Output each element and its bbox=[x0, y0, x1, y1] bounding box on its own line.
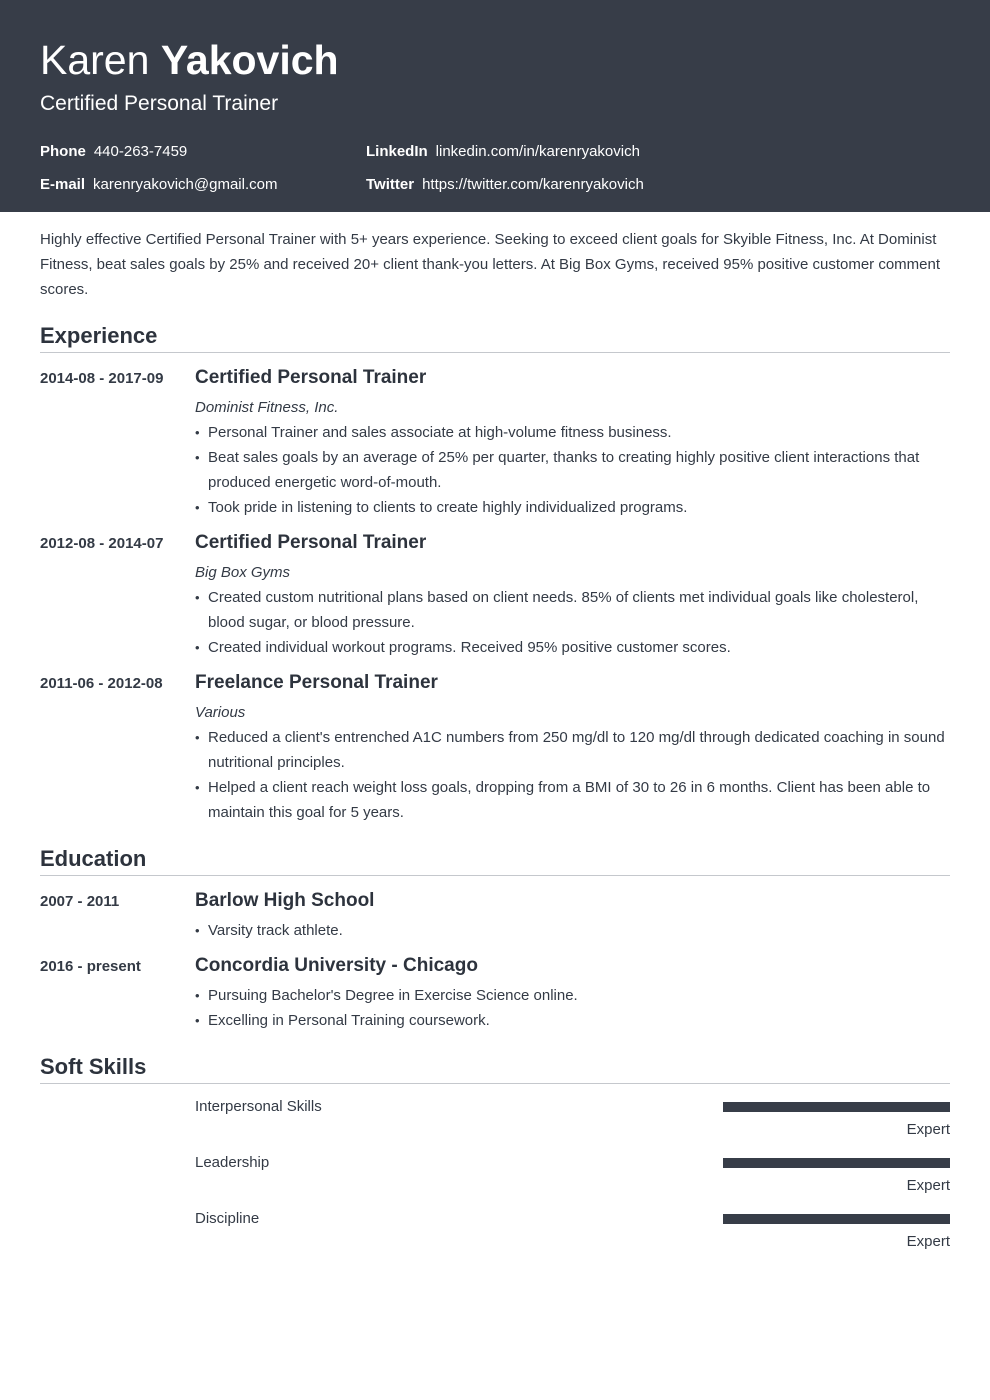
resume-header bbox=[0, 0, 990, 212]
entry-title: Freelance Personal Trainer bbox=[195, 672, 438, 693]
contact-linkedin bbox=[366, 142, 640, 162]
entry-title: Certified Personal Trainer bbox=[195, 532, 427, 553]
experience-heading: Experience bbox=[40, 323, 158, 348]
entry-title: Certified Personal Trainer bbox=[195, 367, 427, 388]
contact-value: 440-263-7459 bbox=[93, 143, 188, 160]
contact-label: Phone bbox=[40, 143, 86, 160]
bullet-item: • Personal Trainer and sales associate at high-volume fitness business. bbox=[195, 420, 950, 445]
skill-name: Discipline bbox=[195, 1210, 260, 1227]
skill-level-bar bbox=[723, 1102, 950, 1112]
section-divider bbox=[40, 875, 950, 876]
first-name: Karen bbox=[40, 37, 150, 83]
skill-name: Leadership bbox=[195, 1154, 270, 1171]
last-name: Yakovich bbox=[160, 37, 339, 83]
section-divider bbox=[40, 1083, 950, 1084]
entry-organization: Dominist Fitness, Inc. bbox=[195, 399, 339, 416]
entry-bullets bbox=[195, 725, 950, 825]
skill-level-fill bbox=[723, 1158, 950, 1168]
job-title: Certified Personal Trainer bbox=[40, 92, 279, 115]
bullet-item: • Excelling in Personal Training coursework. bbox=[195, 1008, 950, 1033]
bullet-item: • Helped a client reach weight loss goals, dropping from a BMI of 30 to 26 in 6 months. Client has been able to maintain this goal for 5 years. bbox=[195, 775, 950, 825]
skill-level-label: Expert bbox=[906, 1121, 950, 1138]
entry-dates: 2014-08 - 2017-09 bbox=[40, 370, 164, 387]
entry-dates: 2016 - present bbox=[40, 958, 141, 975]
entry-dates: 2011-06 - 2012-08 bbox=[40, 675, 163, 692]
contact-label: E-mail bbox=[40, 176, 86, 193]
entry-title: Barlow High School bbox=[195, 890, 375, 911]
skill-name: Interpersonal Skills bbox=[195, 1098, 322, 1115]
skill-level-label: Expert bbox=[906, 1177, 950, 1194]
bullet-item: • Created individual workout programs. Received 95% positive customer scores. bbox=[195, 635, 950, 660]
skill-level-label: Expert bbox=[906, 1233, 950, 1250]
education-heading: Education bbox=[40, 846, 147, 871]
bullet-item: • Took pride in listening to clients to create highly individualized programs. bbox=[195, 495, 950, 520]
entry-bullets bbox=[195, 420, 950, 520]
contact-value[interactable]: linkedin.com/in/karenryakovich bbox=[435, 143, 640, 160]
entry-dates: 2012-08 - 2014-07 bbox=[40, 535, 164, 552]
skills-heading: Soft Skills bbox=[40, 1054, 147, 1079]
entry-bullets bbox=[195, 585, 950, 660]
contact-value[interactable]: https://twitter.com/karenryakovich bbox=[422, 176, 644, 193]
skill-level-bar bbox=[723, 1158, 950, 1168]
bullet-item: • Created custom nutritional plans based on client needs. 85% of clients met individual goals like cholesterol, blood sugar, or blood pressure. bbox=[195, 585, 950, 635]
entry-organization: Big Box Gyms bbox=[195, 564, 291, 581]
skill-level-bar bbox=[723, 1214, 950, 1224]
bullet-item: • Beat sales goals by an average of 25% per quarter, thanks to creating highly positive client interactions that produced energetic word-of-mouth. bbox=[195, 445, 950, 495]
contact-email bbox=[40, 175, 277, 195]
contact-label: Twitter bbox=[366, 176, 415, 193]
bullet-item: • Pursuing Bachelor's Degree in Exercise Science online. bbox=[195, 983, 950, 1008]
entry-bullets bbox=[195, 983, 950, 1033]
entry-bullets bbox=[195, 918, 950, 943]
candidate-name bbox=[40, 36, 339, 84]
entry-organization: Various bbox=[195, 704, 246, 721]
section-divider bbox=[40, 352, 950, 353]
contact-value[interactable]: karenryakovich@gmail.com bbox=[93, 176, 278, 193]
entry-dates: 2007 - 2011 bbox=[40, 893, 120, 910]
entry-title: Concordia University - Chicago bbox=[195, 955, 478, 976]
skill-level-fill bbox=[723, 1214, 950, 1224]
contact-label: LinkedIn bbox=[366, 143, 428, 160]
contact-phone bbox=[40, 142, 187, 162]
bullet-item: • Varsity track athlete. bbox=[195, 918, 950, 943]
summary-paragraph: Highly effective Certified Personal Trainer with 5+ years experience. Seeking to exceed client goals for Skyible Fitness, Inc. At Dominist Fitness, beat sales goals by 25% and received 20+ client thank-you letters. At Big Box Gyms, received 95% positive customer comment scores. bbox=[40, 231, 941, 298]
contact-twitter bbox=[366, 175, 644, 195]
skill-level-fill bbox=[723, 1102, 950, 1112]
bullet-item: • Reduced a client's entrenched A1C numbers from 250 mg/dl to 120 mg/dl through dedicated coaching in sound nutritional principles. bbox=[195, 725, 950, 775]
